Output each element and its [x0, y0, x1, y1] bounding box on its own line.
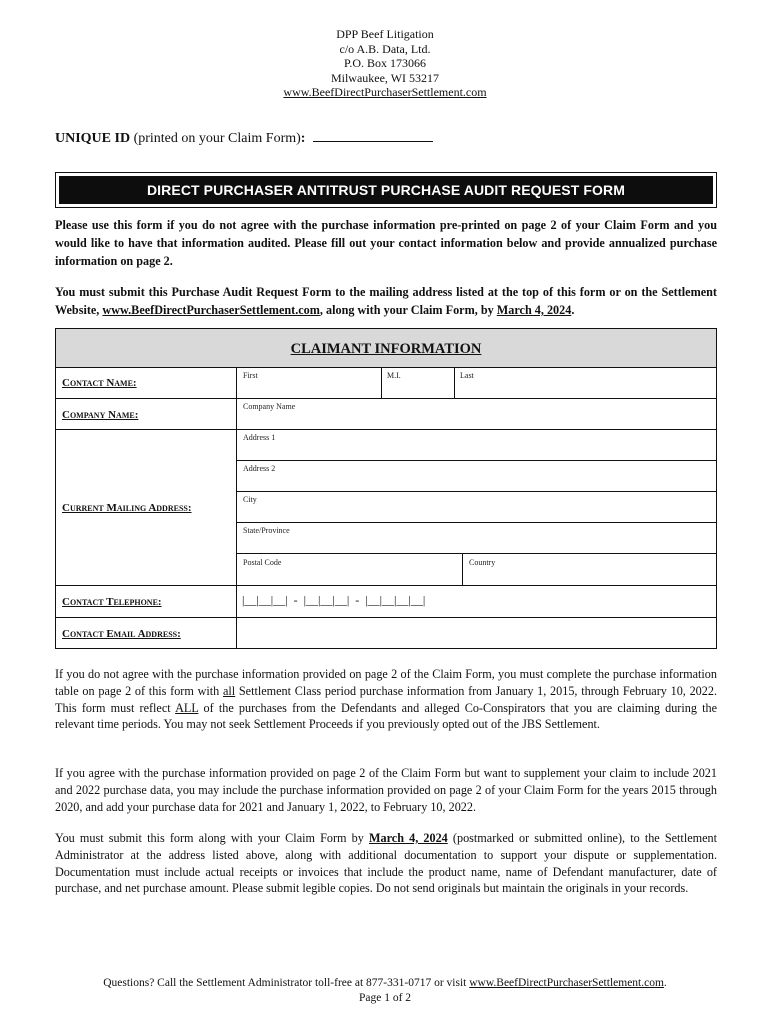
- middle-initial-field[interactable]: M.I.: [387, 371, 401, 380]
- state-province-field[interactable]: State/Province: [243, 526, 290, 535]
- body-p3-deadline: March 4, 2024: [369, 831, 448, 845]
- form-divider: [56, 585, 716, 586]
- address-1-field[interactable]: Address 1: [243, 433, 276, 442]
- form-divider: [56, 398, 716, 399]
- intro-p2-website-link[interactable]: www.BeefDirectPurchaserSettlement.com: [102, 303, 320, 317]
- body-p1-text-a: If you do not agree with the purchase information provided on page 2 of the Claim Form, you must complete the purchase information table on page 2 of this form with: [55, 667, 717, 698]
- telephone-field[interactable]: |__|__|__| - |__|__|__| - |__|__|__|__|: [242, 593, 426, 607]
- unique-id-hint: (printed on your Claim Form): [133, 131, 301, 146]
- page-footer: [0, 976, 770, 1006]
- form-divider: [236, 367, 237, 649]
- body-paragraph-1: [55, 666, 717, 733]
- body-paragraph-2: If you agree with the purchase information provided on page 2 of the Claim Form but want to supplement your claim to include 2021 and 2022 purchase data, you may include the purchase information provided on page 2 of your Claim Form for the years 2015 through 2020, and add your purchase data for 2021 and January 1, 2022, to February 10, 2022.: [55, 766, 717, 814]
- header-line-2: c/o A.B. Data, Ltd.: [339, 41, 431, 56]
- form-divider: [454, 367, 455, 398]
- unique-id-blank[interactable]: [313, 131, 433, 142]
- unique-id-line: [55, 131, 433, 147]
- contact-name-label: Contact Name:: [62, 377, 137, 389]
- header-line-4: Milwaukee, WI 53217: [330, 70, 440, 85]
- address-2-field[interactable]: Address 2: [243, 464, 276, 473]
- body-p1-text-b: Settlement Class period purchase information from January 1, 2015, through February 10, 2022. This form must reflect: [55, 683, 717, 715]
- footer-contact-line: [0, 976, 770, 991]
- unique-id-label: UNIQUE ID: [55, 131, 131, 146]
- postal-code-field[interactable]: Postal Code: [243, 558, 282, 567]
- form-divider: [462, 553, 463, 585]
- form-divider: [236, 553, 716, 554]
- form-divider: [236, 460, 716, 461]
- body-p3-text-b: (postmarked or submitted online), to the Settlement Administrator at the address listed above, along with additional documentation to support your dispute or supplementation. Documentation must include actual receipts or invoices that include the product name, name of Defendant manufacturer, date of purchase, and net purchase amount. Please submit legible copies. Do not send originals but maintain the originals in your records.: [55, 831, 717, 896]
- header-line-1: DPP Beef Litigation: [336, 27, 434, 41]
- telephone-label: Contact Telephone:: [62, 596, 162, 608]
- body-p1-text-c: of the purchases from the Defendants and alleged Co-Conspirators that you are claiming during the relevant time periods. You may not seek Settlement Proceeds if you previously opted out of the JBS Settlement.: [55, 700, 717, 732]
- form-divider: [236, 491, 716, 492]
- email-label: Contact Email Address:: [62, 628, 181, 640]
- intro-p2-text-b: , along with your Claim Form, by: [319, 303, 497, 317]
- body-p3-text-a: You must submit this form along with your Claim Form by: [55, 831, 369, 845]
- form-title-box: [55, 172, 717, 208]
- form-divider: [56, 429, 716, 430]
- last-name-field[interactable]: Last: [460, 371, 474, 380]
- unique-id-colon: :: [300, 131, 306, 146]
- intro-p2-text-c: .: [571, 303, 575, 317]
- footer-period: .: [663, 977, 667, 989]
- body-p1-emphasis-ALL: ALL: [175, 700, 199, 715]
- country-field[interactable]: Country: [469, 558, 496, 567]
- mailing-address-label: Current Mailing Address:: [62, 502, 192, 514]
- footer-website-link[interactable]: www.BeefDirectPurchaserSettlement.com: [469, 977, 664, 989]
- intro-paragraph-2: [55, 283, 717, 319]
- company-name-field[interactable]: Company Name: [243, 402, 296, 411]
- form-title: DIRECT PURCHASER ANTITRUST PURCHASE AUDIT REQUEST FORM: [59, 176, 713, 204]
- intro-p2-deadline: March 4, 2024: [496, 303, 572, 317]
- intro-paragraph-1: Please use this form if you do not agree with the purchase information pre-printed on page 2 of your Claim Form and you would like to have that information audited. Please fill out your contact information below and provide annualized purchase information on page 2.: [55, 218, 717, 268]
- form-divider: [236, 522, 716, 523]
- body-paragraph-3: [55, 830, 717, 897]
- header-line-3: P.O. Box 173066: [343, 56, 426, 70]
- city-field[interactable]: City: [243, 495, 257, 504]
- email-field[interactable]: [237, 618, 716, 648]
- footer-text: Questions? Call the Settlement Administrator toll-free at 877-331-0717 or visit: [103, 977, 470, 989]
- first-name-field[interactable]: First: [243, 371, 258, 380]
- mailing-address-header: [0, 27, 770, 100]
- header-website-link[interactable]: www.BeefDirectPurchaserSettlement.com: [283, 85, 487, 99]
- intro-p2-text-a: You must submit this Purchase Audit Request Form to the mailing address listed at the top of this form or on the Settlement Website,: [55, 285, 717, 317]
- company-name-label: Company Name:: [62, 409, 139, 421]
- claimant-information-heading: CLAIMANT INFORMATION: [56, 329, 716, 368]
- body-p1-emphasis-all: all: [222, 683, 236, 698]
- claimant-information-form: [55, 328, 717, 649]
- form-divider: [381, 367, 382, 398]
- page-number: Page 1 of 2: [358, 992, 412, 1004]
